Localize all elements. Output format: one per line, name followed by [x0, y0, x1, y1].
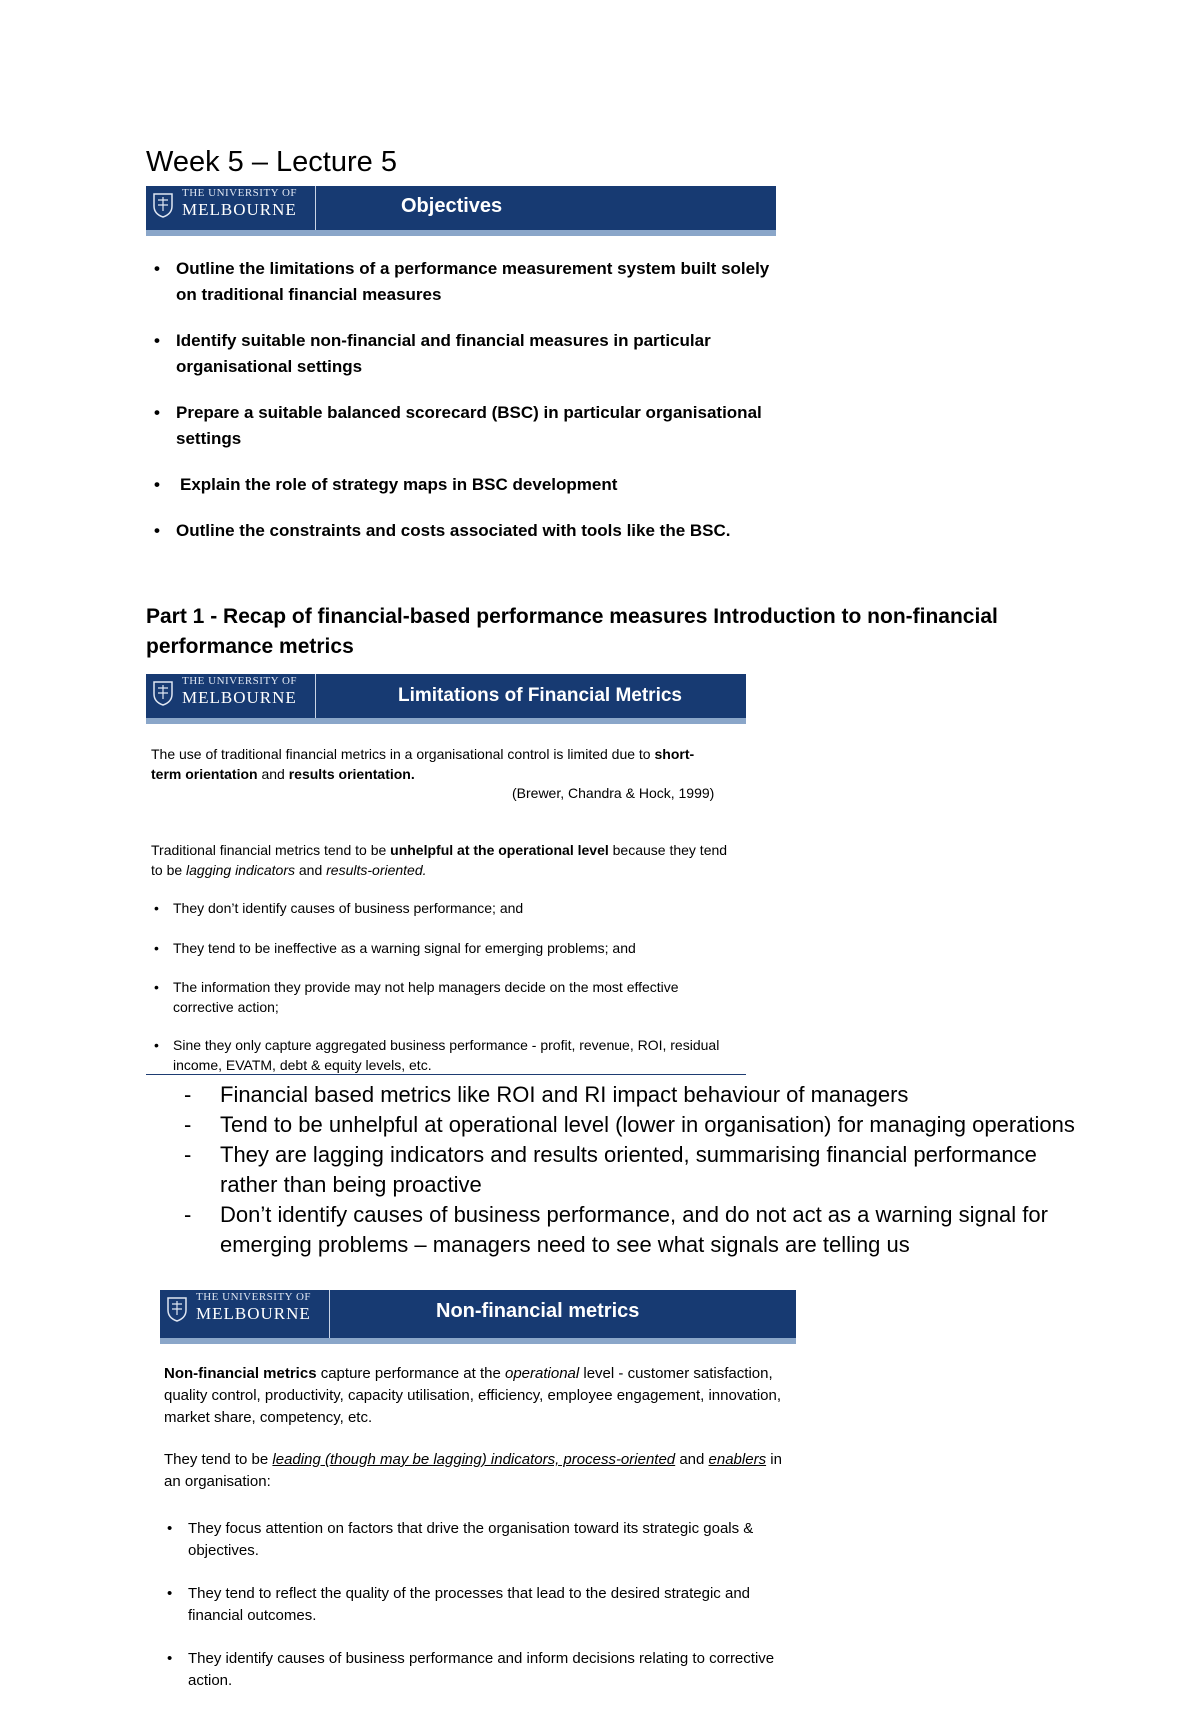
list-item: - Tend to be unhelpful at operational level (lower in organisation) for managing operations [184, 1110, 1084, 1140]
list-item: • Prepare a suitable balanced scorecard (BSC) in particular organisational settings [150, 400, 770, 452]
list-item: • They don’t identify causes of business performance; and [151, 898, 731, 918]
university-line: THE UNIVERSITY OF [182, 675, 298, 687]
slide-paragraph: Traditional financial metrics tend to be unhelpful at the operational level because they tend to be lagging indicators and results-oriented. [151, 842, 728, 878]
list-item: • They focus attention on factors that drive the organisation toward its strategic goals & objectives. [164, 1518, 804, 1562]
slide-paragraph: They tend to be leading (though may be lagging) indicators, process-oriented and enablers in an organisation: [164, 1451, 782, 1490]
list-item: • Explain the role of strategy maps in BSC development [150, 472, 770, 498]
university-logo [150, 674, 316, 718]
list-item: • They tend to reflect the quality of the processes that lead to the desired strategic and financial outcomes. [164, 1583, 804, 1627]
slide-paragraph: Non-financial metrics capture performance at the operational level - customer satisfaction, quality control, productivity, capacity utilisation, efficiency, employee engagement, innovation, market share, competency, etc. [164, 1365, 782, 1426]
non-financial-banner [160, 1290, 796, 1344]
crest-icon [152, 680, 174, 706]
lecture-notes [184, 1080, 1084, 1260]
page-title: Week 5 – Lecture 5 [146, 146, 397, 178]
section-heading: Part 1 - Recap of financial-based performance measures Introduction to non-financial performance metrics [146, 605, 998, 658]
list-item: • Sine they only capture aggregated business performance - profit, revenue, ROI, residual income, EVATM, debt & equity levels, etc. [151, 1035, 731, 1075]
list-item: • The information they provide may not help managers decide on the most effective corrective action; [151, 977, 731, 1017]
list-item: • Outline the constraints and costs associated with tools like the BSC. [150, 518, 770, 544]
slide-title: Objectives [401, 195, 503, 217]
list-item: - Financial based metrics like ROI and RI impact behaviour of managers [184, 1080, 1084, 1110]
crest-icon [166, 1296, 188, 1322]
objectives-list [150, 256, 770, 564]
citation: (Brewer, Chandra & Hock, 1999) [512, 785, 715, 801]
crest-icon [152, 192, 174, 218]
university-name: MELBOURNE [182, 200, 297, 219]
non-financial-list [164, 1518, 804, 1713]
list-item: • They identify causes of business performance and inform decisions relating to corrective action. [164, 1648, 804, 1692]
divider [146, 1074, 746, 1075]
university-logo [164, 1290, 330, 1338]
list-item: • Identify suitable non-financial and financial measures in particular organisational settings [150, 328, 770, 380]
university-line: THE UNIVERSITY OF [182, 187, 298, 199]
slide-title: Limitations of Financial Metrics [398, 685, 682, 706]
limitations-list [151, 898, 731, 1075]
slide-title: Non-financial metrics [436, 1300, 640, 1322]
objectives-banner [146, 186, 776, 236]
list-item: - They are lagging indicators and results oriented, summarising financial performance rather than being proactive [184, 1140, 1084, 1200]
limitations-banner [146, 674, 746, 724]
university-name: MELBOURNE [182, 688, 297, 707]
university-line: THE UNIVERSITY OF [196, 1291, 312, 1303]
list-item: • They tend to be ineffective as a warning signal for emerging problems; and [151, 938, 731, 958]
list-item: - Don’t identify causes of business performance, and do not act as a warning signal for emerging problems – managers need to see what signals are telling us [184, 1200, 1084, 1260]
university-name: MELBOURNE [196, 1304, 311, 1323]
list-item: • Outline the limitations of a performance measurement system built solely on traditional financial measures [150, 256, 770, 308]
slide-intro: The use of traditional financial metrics in a organisational control is limited due to short-term orientation and results orientation. [151, 746, 695, 782]
university-logo [150, 186, 316, 230]
